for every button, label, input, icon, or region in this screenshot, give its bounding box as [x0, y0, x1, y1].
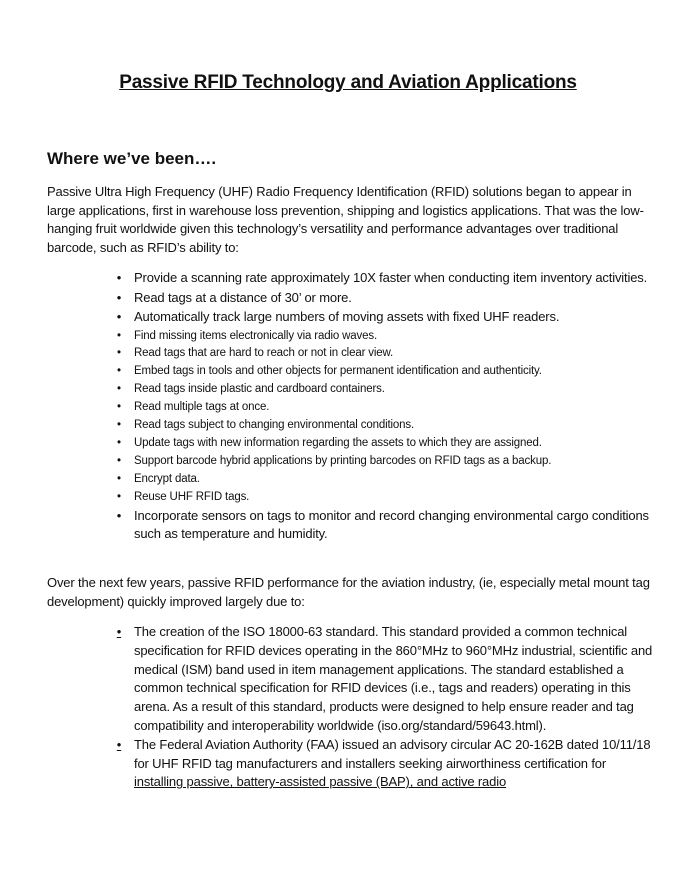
- improvements-list: [112, 623, 657, 792]
- list-item: • Update tags with new information regarding the assets to which they are assigned.: [112, 435, 657, 453]
- bullet-icon: •: [116, 309, 122, 324]
- bullet-icon: •: [116, 507, 122, 523]
- list-item: • Read tags that are hard to reach or not in clear view.: [112, 345, 657, 363]
- intro-paragraph: Passive Ultra High Frequency (UHF) Radio Frequency Identification (RFID) solutions began to appear in large applications, first in warehouse loss prevention, shipping and logistics applications. That was the low-hanging fruit worldwide given this technology’s versatility and performance advantages over traditional barcode, such as RFID’s ability to:: [47, 184, 644, 255]
- document-title: Passive RFID Technology and Aviation Applications: [119, 72, 577, 93]
- bullet-icon: •: [116, 270, 122, 285]
- list-item: • Support barcode hybrid applications by printing barcodes on RFID tags as a backup.: [112, 453, 657, 471]
- list-item: • Find missing items electronically via radio waves.: [112, 328, 657, 346]
- list-item: • The Federal Aviation Authority (FAA) issued an advisory circular AC 20-162B dated 10/11/18 for UHF RFID tag manufacturers and installers seeking airworthiness certification for installing passive, battery-assisted passive (BAP), and active radio: [112, 736, 657, 792]
- list-item: • Read tags inside plastic and cardboard containers.: [112, 381, 657, 399]
- underlined-text: installing passive, battery-assisted passive (BAP), and active radio: [134, 774, 507, 790]
- second-paragraph: Over the next few years, passive RFID performance for the aviation industry, (ie, especially metal mount tag development) quickly improved largely due to:: [47, 575, 650, 609]
- bullet-icon: •: [117, 347, 121, 360]
- bullet-icon: •: [117, 419, 121, 432]
- abilities-list: [112, 269, 657, 545]
- list-item: • Read tags at a distance of 30’ or more.: [112, 289, 657, 308]
- bullet-icon: •: [117, 436, 121, 449]
- list-item: • Embed tags in tools and other objects for permanent identification and authenticity.: [112, 363, 657, 381]
- list-item: • Read tags subject to changing environmental conditions.: [112, 417, 657, 435]
- bullet-icon: •: [117, 365, 121, 378]
- bullet-icon: •: [116, 736, 122, 752]
- list-item: • The creation of the ISO 18000-63 standard. This standard provided a common technical specification for RFID devices operating in the 860°MHz to 960°MHz industrial, scientific and medical (ISM) band used in item management applications. The standard established a common technical specification for RFID devices (i.e., tags and readers) operating in this arena. As a result of this standard, products were designed to help ensure reader and tag compatibility and interoperability worldwide (iso.org/standard/59643.html).: [112, 623, 657, 736]
- bullet-icon: •: [116, 624, 122, 639]
- list-item: • Incorporate sensors on tags to monitor and record changing environmental cargo conditions such as temperature and humidity.: [112, 507, 657, 544]
- list-item: • Automatically track large numbers of moving assets with fixed UHF readers.: [112, 308, 657, 327]
- bullet-icon: •: [117, 472, 121, 485]
- bullet-icon: •: [117, 401, 121, 414]
- list-item: • Provide a scanning rate approximately 10X faster when conducting item inventory activities.: [112, 269, 657, 288]
- list-item: • Reuse UHF RFID tags.: [112, 489, 657, 507]
- bullet-icon: •: [117, 383, 121, 396]
- section-heading: Where we’ve been….: [47, 149, 217, 168]
- list-item: • Encrypt data.: [112, 471, 657, 489]
- bullet-icon: •: [117, 490, 121, 503]
- bullet-icon: •: [117, 454, 121, 467]
- bullet-icon: •: [117, 329, 121, 342]
- bullet-icon: •: [116, 289, 122, 305]
- list-item: • Read multiple tags at once.: [112, 399, 657, 417]
